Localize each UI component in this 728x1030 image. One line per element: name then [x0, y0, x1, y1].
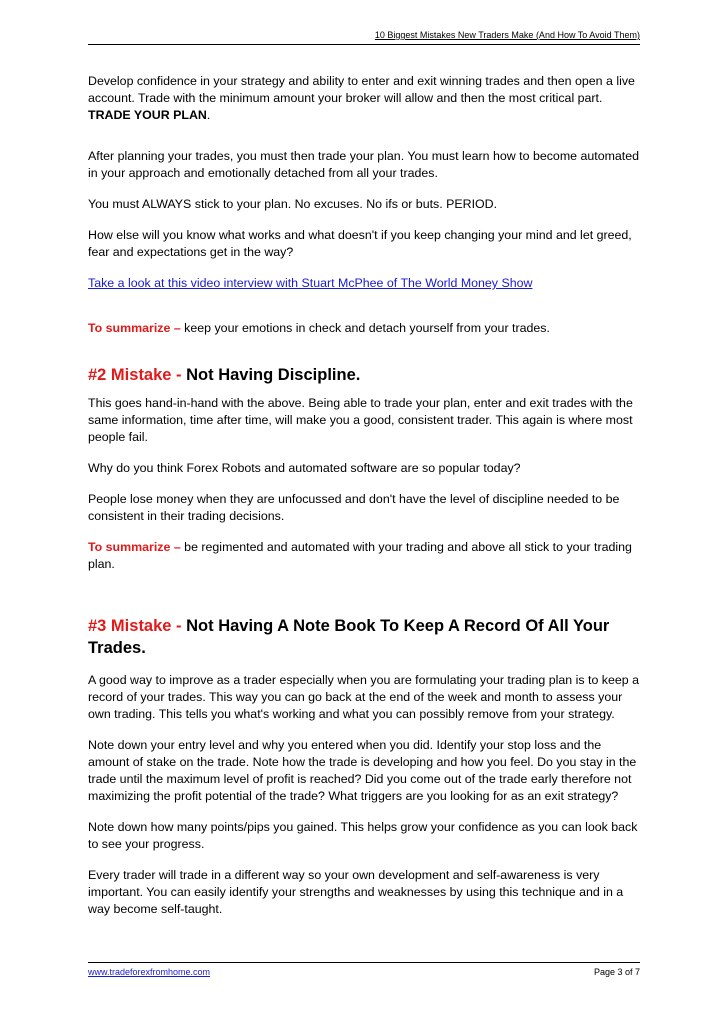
- page-content: [88, 70, 644, 918]
- paragraph-always-stick: You must ALWAYS stick to your plan. No excuses. No ifs or buts. PERIOD.: [88, 197, 498, 211]
- paragraph-hand-in-hand: This goes hand-in-hand with the above. Being able to trade your plan, enter and exit trades with the same information, time after time, will make you a good, consistent trader. This again is where most people fail.: [88, 396, 633, 444]
- header-rule: [88, 44, 640, 45]
- summary-2-text: be regimented and automated with your trading and above all stick to your trading plan.: [88, 540, 632, 571]
- summary-1: [88, 320, 644, 337]
- mistake-2-title: Not Having Discipline.: [181, 366, 361, 384]
- mistake-3-label: #3 Mistake -: [88, 617, 182, 635]
- paragraph-lose-money: People lose money when they are unfocussed and don't have the level of discipline needed to be consistent in their trading decisions.: [88, 492, 620, 523]
- paragraph-confidence-end: .: [206, 108, 211, 122]
- video-interview-link[interactable]: Take a look at this video interview with Stuart McPhee of The World Money Show: [88, 276, 533, 290]
- mistake-2-label: #2 Mistake -: [88, 366, 182, 384]
- mistake-2-heading: [88, 364, 644, 386]
- paragraph-confidence: [88, 73, 644, 124]
- footer-rule: [88, 962, 640, 963]
- header-title: 10 Biggest Mistakes New Traders Make (And How To Avoid Them): [374, 30, 640, 40]
- paragraph-forex-robots: Why do you think Forex Robots and automated software are so popular today?: [88, 461, 521, 475]
- page-number: Page 3 of 7: [593, 967, 640, 977]
- paragraph-note-points: Note down how many points/pips you gained. This helps grow your confidence as you can look back to see your progress.: [88, 820, 638, 851]
- paragraph-note-entry: Note down your entry level and why you entered when you did. Identify your stop loss and the amount of stake on the trade. Note how the trade is developing and how you feel. Do you stay in the trade until the maximum level of profit is reached? Did you come out of the trade early therefore not maximizing the profit potential of the trade? What triggers are you looking for as an exit strategy?: [88, 738, 637, 803]
- trade-your-plan-bold: TRADE YOUR PLAN: [88, 108, 207, 122]
- summary-1-label: To summarize –: [88, 321, 181, 335]
- video-link-paragraph: [88, 275, 644, 292]
- paragraph-every-trader: Every trader will trade in a different way so your own development and self-awareness is very important. You can easily identify your strengths and weaknesses by using this technique and in a way become self-taught.: [88, 868, 624, 916]
- mistake-3-title: Not Having A Note Book To Keep A Record Of All Your Trades.: [88, 617, 610, 657]
- summary-1-text: keep your emotions in check and detach yourself from your trades.: [180, 321, 550, 335]
- paragraph-planning: After planning your trades, you must then trade your plan. You must learn how to become automated in your approach and emotionally detached from all your trades.: [88, 149, 640, 180]
- mistake-3-heading: [88, 615, 644, 659]
- paragraph-confidence-text: Develop confidence in your strategy and ability to enter and exit winning trades and then open a live account. Trade with the minimum amount your broker will allow and then the most critical part.: [88, 74, 635, 105]
- summary-2-label: To summarize –: [88, 540, 181, 554]
- footer-site-link[interactable]: www.tradeforexfromhome.com: [88, 967, 211, 977]
- paragraph-how-else: How else will you know what works and what doesn't if you keep changing your mind and let greed, fear and expectations get in the way?: [88, 228, 632, 259]
- summary-2: [88, 539, 644, 573]
- paragraph-good-way: A good way to improve as a trader especially when you are formulating your trading plan is to keep a record of your trades. This way you can go back at the end of the week and month to assess your own trading. This tells you what's working and what you can possibly remove from your strategy.: [88, 673, 640, 721]
